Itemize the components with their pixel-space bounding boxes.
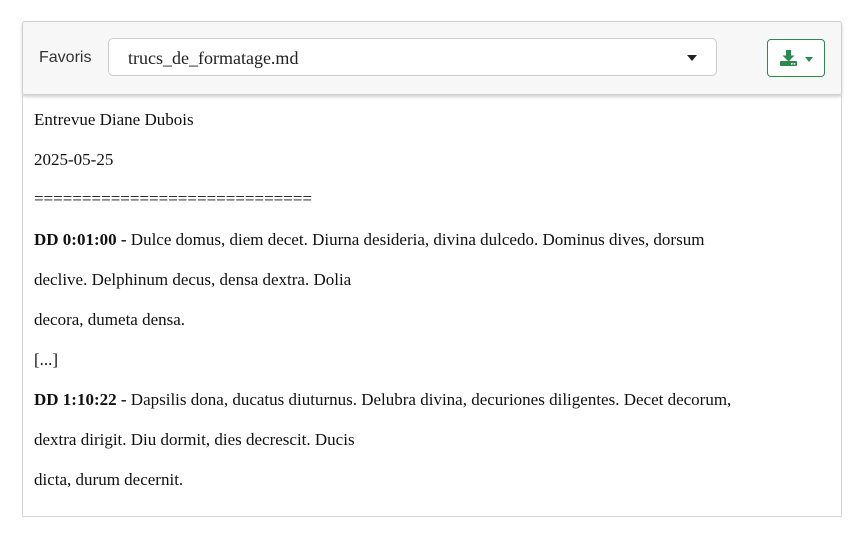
document-separator: =============================: [34, 189, 313, 208]
file-select[interactable]: [108, 38, 717, 76]
entry-text: dextra dirigit. Diu dormit, dies decrescit. Ducis: [34, 430, 355, 449]
document-date: 2025-05-25: [34, 150, 114, 169]
entry-timestamp: DD 0:01:00 -: [34, 230, 127, 249]
document-view: [22, 95, 842, 517]
entry-text: decora, dumeta densa.: [34, 310, 186, 329]
entry-line: [34, 230, 704, 250]
entry-timestamp: DD 1:10:22 -: [34, 390, 127, 409]
caret-down-icon: [805, 57, 813, 62]
download-icon: [780, 50, 797, 66]
entry-line: [34, 390, 731, 410]
ellipsis: [...]: [34, 350, 59, 369]
entry-text: Dulce domus, diem decet. Diurna desideria, divina dulcedo. Dominus dives, dorsum: [130, 230, 705, 249]
entry-text: dicta, durum decernit.: [34, 470, 184, 489]
file-select-value: trucs_de_formatage.md: [128, 48, 299, 68]
toolbar: [22, 21, 842, 95]
entry-text: Dapsilis dona, ducatus diuturnus. Delubra divina, decuriones diligentes. Decet decorum,: [130, 390, 732, 409]
entry-text: declive. Delphinum decus, densa dextra. Dolia: [34, 270, 352, 289]
document-title: Entrevue Diane Dubois: [34, 110, 194, 129]
favorites-label: Favoris: [39, 49, 92, 66]
caret-down-icon: [687, 55, 697, 61]
download-button[interactable]: [767, 39, 825, 77]
